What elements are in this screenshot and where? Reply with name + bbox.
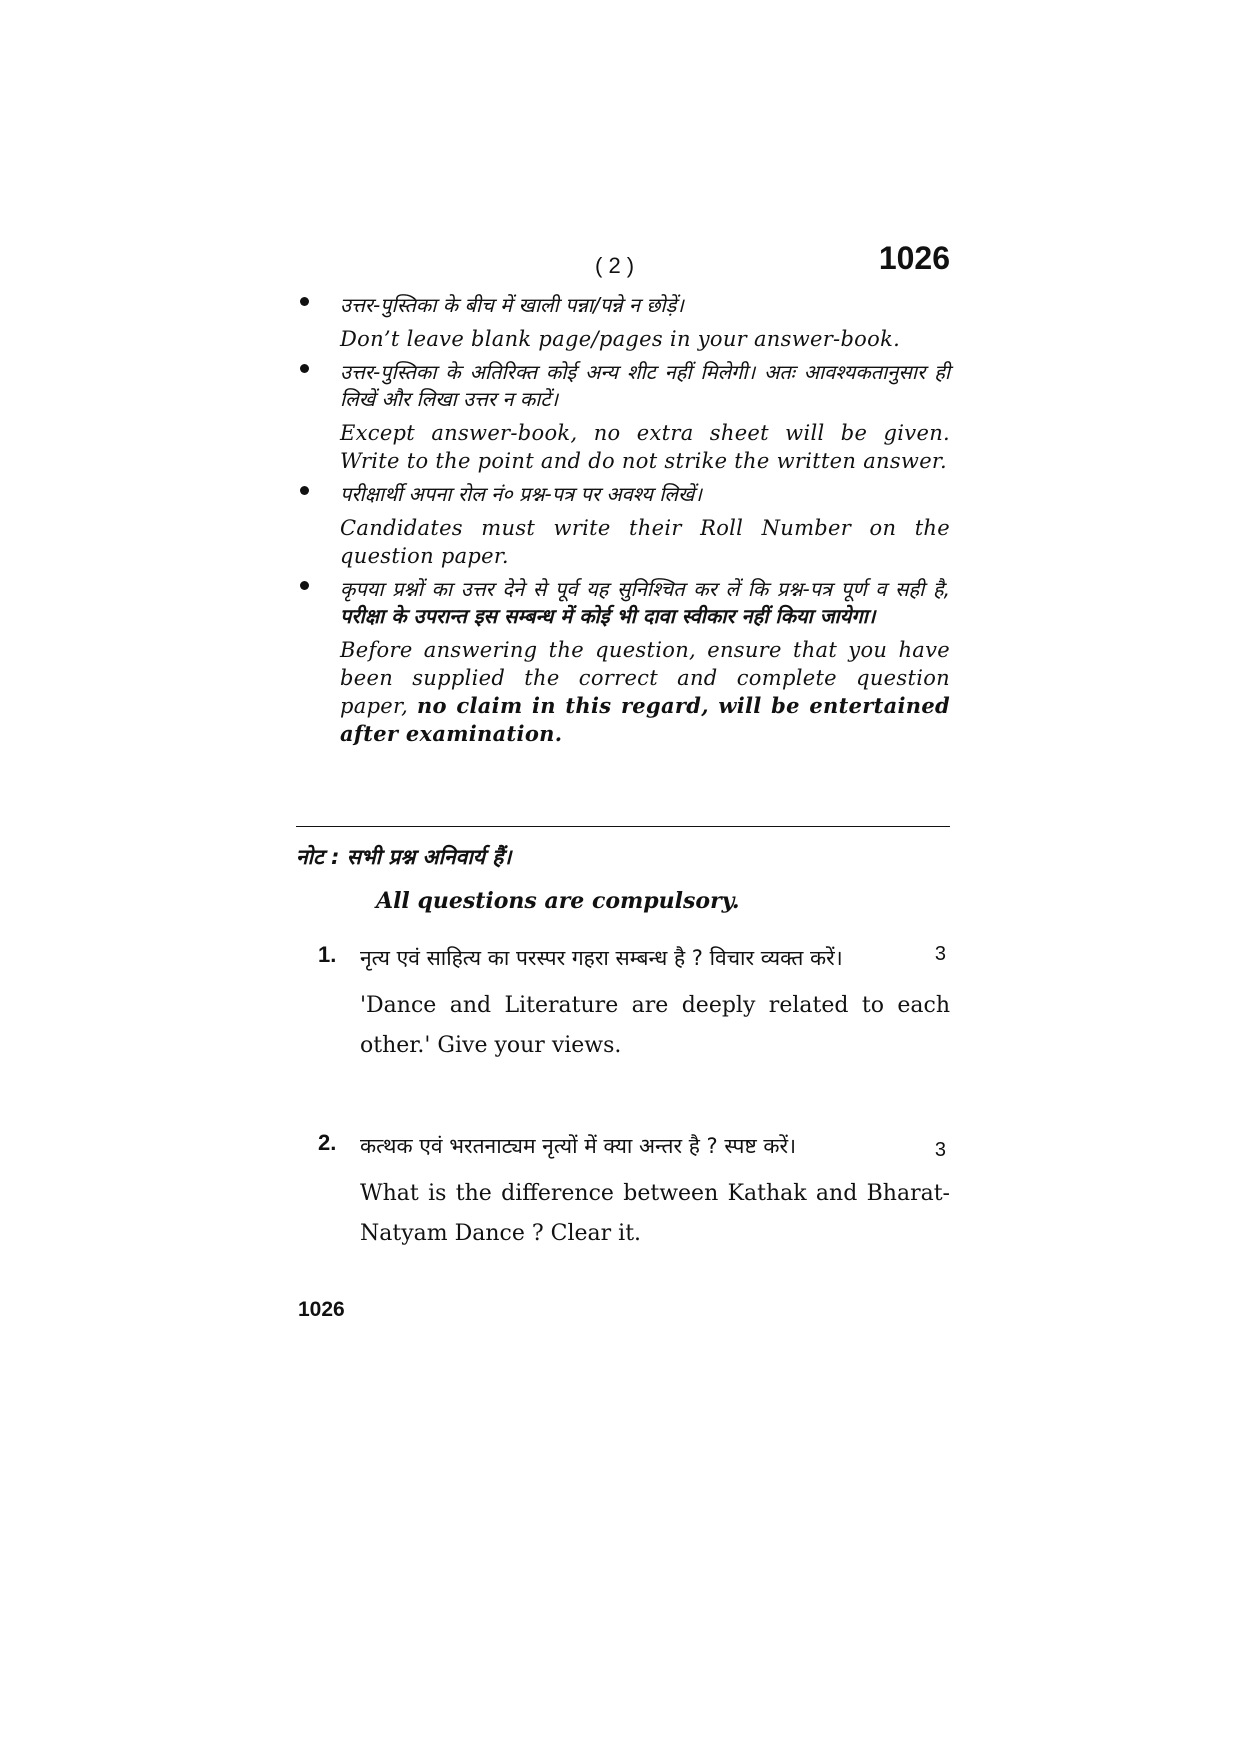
question-body: [360, 1126, 950, 1254]
bullet-icon: [300, 486, 309, 495]
question-hindi: [360, 938, 950, 978]
bullet-icon: [300, 581, 309, 590]
instruction-hindi-text: कृपया प्रश्नों का उत्तर देने से पूर्व यह सुनिश्चित कर लें कि प्रश्न-पत्र पूर्ण व सही है,: [340, 577, 950, 601]
instruction-hindi: परीक्षार्थी अपना रोल नं० प्रश्न-पत्र पर अवश्य लिखें।: [340, 482, 702, 506]
question-english: What is the difference between Kathak and Bharat-Natyam Dance ? Clear it.: [360, 1181, 950, 1246]
question-hindi: [360, 1126, 950, 1166]
instruction-english: Candidates must write their Roll Number on the question paper.: [340, 516, 950, 568]
instruction-hindi: [340, 576, 950, 630]
question-2: [318, 1126, 950, 1254]
note-section: [296, 842, 950, 916]
instruction-item: [296, 576, 950, 748]
page-header: [290, 240, 950, 280]
instructions-list: [296, 292, 950, 754]
instruction-item: [296, 359, 950, 475]
instruction-hindi: उत्तर-पुस्तिका के बीच में खाली पन्ना/पन्ने न छोड़ें।: [340, 293, 684, 317]
bullet-icon: [300, 297, 309, 306]
instruction-hindi: उत्तर-पुस्तिका के अतिरिक्त कोई अन्य शीट नहीं मिलेगी। अतः आवश्यकतानुसार ही लिखें और लिखा उत्तर न काटें।: [340, 360, 950, 411]
bullet-icon: [300, 364, 309, 373]
question-hindi-text: कत्थक एवं भरतनाट्यम नृत्यों में क्या अन्तर है ? स्पष्ट करें।: [360, 1134, 797, 1158]
question-marks: 3: [934, 943, 946, 965]
question-body: [360, 938, 950, 1066]
question-1: [318, 938, 950, 1066]
question-number: 2.: [318, 1130, 337, 1155]
instruction-english: [340, 636, 950, 748]
divider: [296, 826, 950, 827]
instruction-item: [296, 292, 950, 353]
question-marks: 3: [934, 1139, 946, 1161]
paper-code: 1026: [878, 240, 950, 276]
instruction-english: Except answer-book, no extra sheet will be given. Write to the point and do not strike the written answer.: [340, 421, 950, 473]
instruction-english-text: Before answering the question, ensure that you have been supplied the correct and complete question paper,: [340, 638, 950, 718]
page-number: ( 2 ): [595, 253, 635, 278]
note-english: All questions are compulsory.: [376, 888, 740, 914]
question-english: 'Dance and Literature are deeply related to each other.' Give your views.: [360, 993, 950, 1058]
instruction-item: [296, 481, 950, 570]
instruction-english-bold: no claim in this regard, will be entertained after examination.: [340, 693, 950, 746]
note-hindi: नोट : सभी प्रश्न अनिवार्य हैं।: [296, 845, 512, 869]
instruction-hindi-bold: परीक्षा के उपरान्त इस सम्बन्ध में कोई भी दावा स्वीकार नहीं किया जायेगा।: [340, 604, 876, 628]
question-number: 1.: [318, 942, 337, 967]
instruction-english: Don’t leave blank page/pages in your answer-book.: [340, 327, 901, 351]
question-hindi-text: नृत्य एवं साहित्य का परस्पर गहरा सम्बन्ध है ? विचार व्यक्त करें।: [360, 946, 843, 970]
footer-paper-code: 1026: [298, 1298, 345, 1321]
